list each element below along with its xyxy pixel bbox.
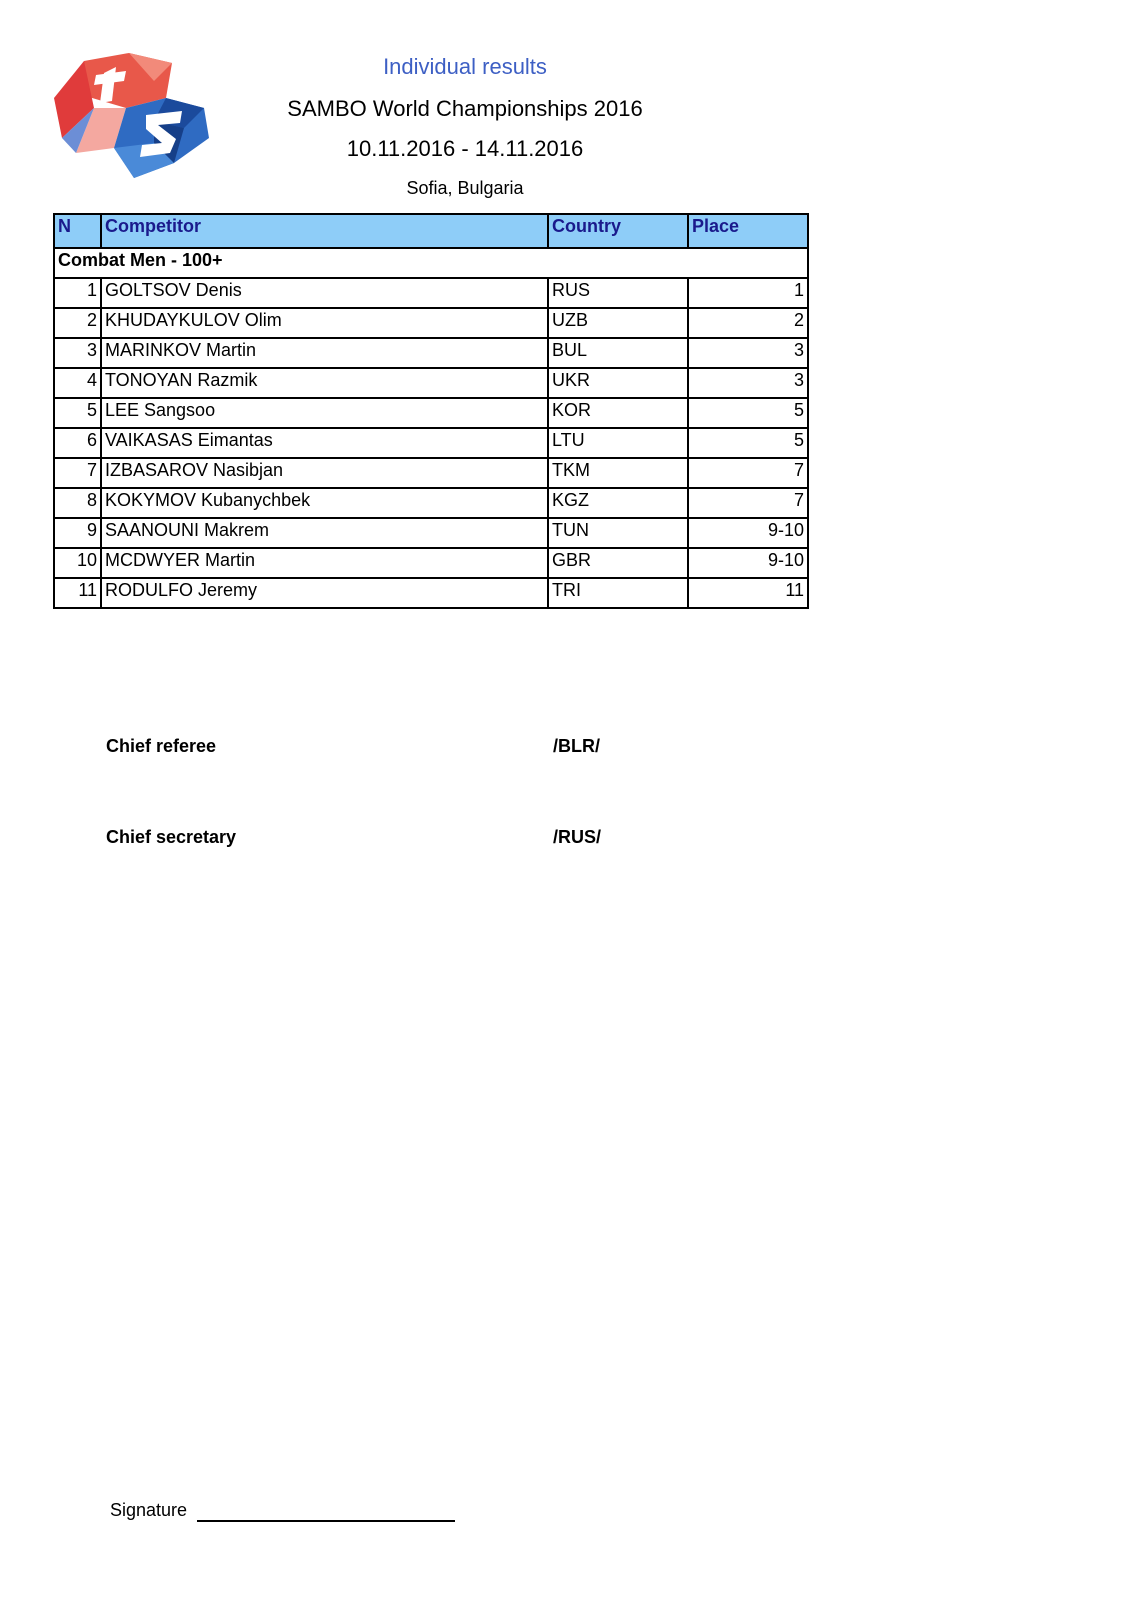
competitor-place: 3 [688,368,808,398]
event-location: Sofia, Bulgaria [406,178,524,198]
column-header-competitor: Competitor [101,214,548,248]
table-row [54,518,808,548]
category-label: Combat Men - 100+ [54,248,808,278]
row-number: 2 [54,308,101,338]
table-row [54,578,808,608]
row-number: 7 [54,458,101,488]
competitor-country: UKR [548,368,688,398]
chief-referee-label: Chief referee [106,736,217,756]
fias-logo [54,53,209,178]
competitor-place: 2 [688,308,808,338]
competitor-country: LTU [548,428,688,458]
table-row [54,458,808,488]
row-number: 4 [54,368,101,398]
row-number: 1 [54,278,101,308]
row-number: 5 [54,398,101,428]
competitor-country: KGZ [548,488,688,518]
competitor-name: KHUDAYKULOV Olim [101,308,548,338]
table-row [54,488,808,518]
competitor-name: LEE Sangsoo [101,398,548,428]
table-row [54,428,808,458]
row-number: 6 [54,428,101,458]
column-header-country: Country [548,214,688,248]
event-dates: 10.11.2016 - 14.11.2016 [346,136,584,161]
table-row [54,548,808,578]
column-header-n: N [54,214,101,248]
results-table [53,213,809,609]
event-title: SAMBO World Championships 2016 [287,96,643,121]
competitor-place: 5 [688,428,808,458]
competitor-name: VAIKASAS Eimantas [101,428,548,458]
competitor-name: KOKYMOV Kubanychbek [101,488,548,518]
signature-label: Signature [110,1500,188,1520]
competitor-country: RUS [548,278,688,308]
chief-secretary-label: Chief secretary [106,827,237,847]
chief-secretary-country: /RUS/ [553,827,602,847]
competitor-place: 5 [688,398,808,428]
competitor-name: MCDWYER Martin [101,548,548,578]
competitor-place: 11 [688,578,808,608]
competitor-country: TKM [548,458,688,488]
competitor-place: 7 [688,488,808,518]
chief-referee-country: /BLR/ [553,736,600,756]
row-number: 3 [54,338,101,368]
competitor-name: SAANOUNI Makrem [101,518,548,548]
table-header-row [54,214,808,248]
competitor-country: GBR [548,548,688,578]
column-header-place: Place [688,214,808,248]
row-number: 8 [54,488,101,518]
competitor-name: IZBASAROV Nasibjan [101,458,548,488]
table-row [54,398,808,428]
competitor-name: MARINKOV Martin [101,338,548,368]
table-row [54,308,808,338]
table-row [54,278,808,308]
competitor-place: 9-10 [688,518,808,548]
table-row [54,338,808,368]
competitor-name: GOLTSOV Denis [101,278,548,308]
document-type-heading: Individual results [383,54,547,79]
table-row [54,368,808,398]
row-number: 10 [54,548,101,578]
competitor-place: 3 [688,338,808,368]
category-row [54,248,808,278]
competitor-country: TUN [548,518,688,548]
competitor-country: BUL [548,338,688,368]
competitor-country: UZB [548,308,688,338]
row-number: 11 [54,578,101,608]
competitor-place: 1 [688,278,808,308]
competitor-country: TRI [548,578,688,608]
signature-line [197,1520,455,1522]
row-number: 9 [54,518,101,548]
competitor-name: RODULFO Jeremy [101,578,548,608]
competitor-country: KOR [548,398,688,428]
competitor-name: TONOYAN Razmik [101,368,548,398]
competitor-place: 7 [688,458,808,488]
competitor-place: 9-10 [688,548,808,578]
